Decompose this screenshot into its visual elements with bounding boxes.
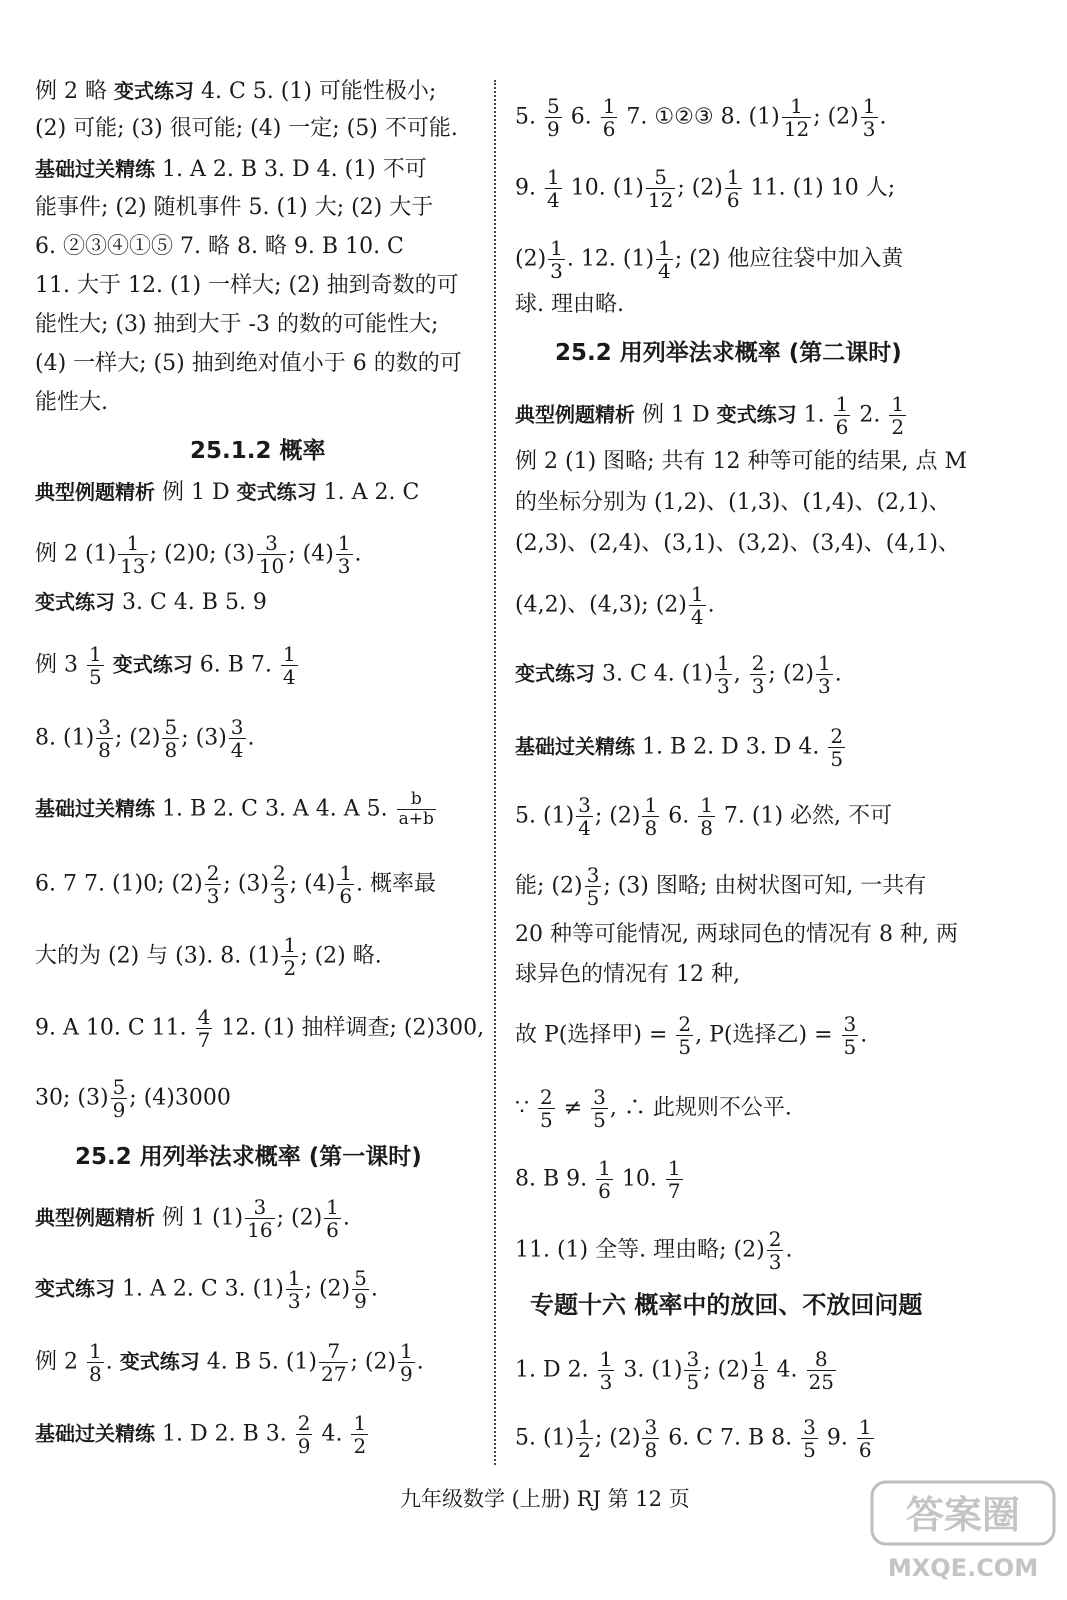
fraction: $\frac{1}{12}$ [783, 94, 810, 141]
fraction: $\frac{1}{3}$ [550, 236, 563, 283]
svg-text:答案圈: 答案圈 [905, 1493, 1021, 1537]
fraction: $\frac{3}{5}$ [586, 863, 600, 910]
fraction: $\frac{1}{3}$ [818, 651, 831, 698]
text-line: (2) 可能; (3) 很可能; (4) 一定; (5) 不可能. [35, 116, 458, 141]
text-line: 5. (1) $\frac{3}{4}$ ; (2) $\frac{1}{8}$ 6. $\frac{1}{8}$ 7. (1) 必然, 不可 [515, 793, 893, 840]
text-line: 11. (1) 全等. 理由略; (2) $\frac{2}{3}$ . [515, 1227, 793, 1274]
text-line: 9. $\frac{1}{4}$ 10. (1) $\frac{5}{12}$ ; (2) $\frac{1}{6}$ 11. (1) 10 人; [515, 165, 896, 212]
fraction: $\frac{1}{6}$ [835, 392, 849, 439]
section-heading: 专题十六 概率中的放回、不放回问题 [530, 1291, 923, 1319]
text-line: 基础过关精练 1. B 2. C 3. A 4. A 5. $\frac{b}{a+b}$ [35, 789, 434, 829]
fraction: $\frac{3}{5}$ [593, 1085, 606, 1132]
fraction: $\frac{1}{3}$ [287, 1266, 301, 1313]
text-line: 8. (1) $\frac{3}{8}$ ; (2) $\frac{5}{8}$ ; (3) $\frac{3}{4}$ . [35, 715, 255, 762]
text-line: 能性大. [35, 390, 108, 415]
fraction: $\frac{8}{25}$ [808, 1347, 834, 1394]
text-line: 8. B 9. $\frac{1}{6}$ 10. $\frac{1}{7}$ [515, 1156, 681, 1203]
fraction: $\frac{1}{4}$ [282, 642, 296, 689]
fraction: $\frac{2}{5}$ [830, 724, 844, 771]
text-line: 基础过关精练 1. D 2. B 3. $\frac{2}{9}$ 4. $\frac{1}{2}$ [35, 1411, 367, 1458]
fraction: $\frac{1}{4}$ [690, 582, 704, 629]
fraction: $\frac{3}{5}$ [843, 1012, 857, 1059]
text-line: (4,2)、(4,3); (2) $\frac{1}{4}$ . [515, 582, 715, 629]
fraction: $\frac{3}{4}$ [230, 715, 244, 762]
fraction: $\frac{2}{3}$ [768, 1227, 782, 1274]
fraction: $\frac{1}{8}$ [88, 1339, 102, 1386]
text-line: 典型例题精析 例 1 D 变式练习 1. $\frac{1}{6}$ 2. $\frac{1}{2}$ [515, 392, 905, 439]
text-line: 基础过关精练 1. A 2. B 3. D 4. (1) 不可 [35, 157, 427, 182]
section-heading: 25.2 用列举法求概率 (第一课时) [75, 1144, 422, 1170]
fraction: $\frac{5}{9}$ [354, 1266, 367, 1313]
fraction: $\frac{2}{3}$ [751, 651, 765, 698]
text-line: 变式练习 3. C 4. B 5. 9 [35, 590, 267, 615]
text-line: 典型例题精析 例 1 (1) $\frac{3}{16}$ ; (2) $\frac{1}{6}$ . [35, 1195, 350, 1242]
fraction: $\frac{1}{4}$ [658, 236, 671, 283]
text-line: 例 3 $\frac{1}{5}$ 变式练习 6. B 7. $\frac{1}{4}$ [35, 642, 296, 689]
text-line: 球. 理由略. [515, 292, 624, 317]
page-footer: 九年级数学 (上册) RJ 第 12 页 [400, 1487, 690, 1511]
text-line: 故 P(选择甲) = $\frac{2}{5}$ , P(选择乙) = $\frac{3}{5}$ . [515, 1012, 868, 1059]
fraction: $\frac{3}{4}$ [578, 793, 591, 840]
text-line: 例 2 $\frac{1}{8}$ . 变式练习 4. B 5. (1) $\frac{7}{27}$ ; (2) $\frac{1}{9}$ . [35, 1339, 424, 1386]
text-line: 例 2 (1) $\frac{1}{13}$ ; (2)0; (3) $\frac{3}{10}$ ; (4) $\frac{1}{3}$ . [35, 531, 362, 578]
fraction: $\frac{1}{8}$ [700, 793, 713, 840]
fraction: $\frac{3}{10}$ [258, 531, 285, 578]
fraction: $\frac{1}{13}$ [120, 531, 146, 578]
text-line: 能; (2) $\frac{3}{5}$ ; (3) 图略; 由树状图可知, 一共有 [515, 863, 927, 910]
text-line: 6. 7 7. (1)0; (2) $\frac{2}{3}$ ; (3) $\frac{2}{3}$ ; (4) $\frac{1}{6}$ . 概率最 [35, 861, 437, 908]
text-line: 5. $\frac{5}{9}$ 6. $\frac{1}{6}$ 7. ①②③ 8. (1) $\frac{1}{12}$ ; (2) $\frac{1}{3}$ . [515, 94, 887, 141]
text-line: 的坐标分别为 (1,2)、(1,3)、(1,4)、(2,1)、 [515, 490, 951, 515]
svg-text:MXQE.COM: MXQE.COM [887, 1554, 1039, 1582]
text-line: 典型例题精析 例 1 D 变式练习 1. A 2. C [35, 480, 420, 505]
fraction: $\frac{1}{7}$ [667, 1156, 681, 1203]
fraction: $\frac{1}{2}$ [353, 1411, 367, 1458]
fraction: $\frac{1}{3}$ [599, 1347, 613, 1394]
fraction: $\frac{1}{6}$ [339, 861, 353, 908]
text-line: 6. ②③④①⑤ 7. 略 8. 略 9. B 10. C [35, 234, 404, 259]
watermark-logo [868, 1476, 1058, 1588]
text-line: 能事件; (2) 随机事件 5. (1) 大; (2) 大于 [35, 195, 434, 220]
text-line: (2) $\frac{1}{3}$ . 12. (1) $\frac{1}{4}$ ; (2) 他应往袋中加入黄 [515, 236, 904, 283]
text-line: (4) 一样大; (5) 抽到绝对值小于 6 的数的可 [35, 351, 462, 376]
fraction: $\frac{5}{8}$ [164, 715, 178, 762]
fraction: $\frac{3}{16}$ [247, 1195, 273, 1242]
section-heading: 25.1.2 概率 [190, 438, 326, 464]
fraction: $\frac{1}{4}$ [546, 165, 560, 212]
fraction: $\frac{3}{5}$ [803, 1415, 816, 1462]
text-line: 大的为 (2) 与 (3). 8. (1) $\frac{1}{2}$ ; (2) 略. [35, 933, 382, 980]
section-heading: 25.2 用列举法求概率 (第二课时) [555, 340, 902, 366]
text-line: 变式练习 1. A 2. C 3. (1) $\frac{1}{3}$ ; (2) $\frac{5}{9}$ . [35, 1266, 378, 1313]
column-divider [494, 80, 496, 1465]
fraction: $\frac{5}{9}$ [112, 1075, 126, 1122]
fraction: $\frac{5}{12}$ [647, 165, 674, 212]
fraction: $\frac{1}{6}$ [726, 165, 740, 212]
fraction: $\frac{1}{2}$ [578, 1415, 591, 1462]
fraction: $\frac{5}{9}$ [546, 94, 560, 141]
fraction: $\frac{2}{9}$ [297, 1411, 311, 1458]
text-line: 例 2 (1) 图略; 共有 12 种等可能的结果, 点 M [515, 449, 968, 474]
fraction: $\frac{2}{3}$ [273, 861, 286, 908]
fraction: $\frac{4}{7}$ [197, 1005, 211, 1052]
text-line: 例 2 略 变式练习 4. C 5. (1) 可能性极小; [35, 79, 437, 104]
text-line: 11. 大于 12. (1) 一样大; (2) 抽到奇数的可 [35, 273, 459, 298]
fraction: $\frac{2}{5}$ [678, 1012, 692, 1059]
fraction: $\frac{7}{27}$ [321, 1339, 347, 1386]
text-line: 能性大; (3) 抽到大于 -3 的数的可能性大; [35, 312, 439, 337]
fraction: $\frac{1}{9}$ [400, 1339, 413, 1386]
fraction: $\frac{1}{6}$ [602, 94, 616, 141]
fraction: $\frac{1}{8}$ [752, 1347, 766, 1394]
fraction: $\frac{1}{8}$ [644, 793, 658, 840]
fraction: $\frac{1}{6}$ [598, 1156, 611, 1203]
fraction: $\frac{1}{5}$ [88, 642, 102, 689]
fraction: $\frac{1}{3}$ [862, 94, 876, 141]
fraction: $\frac{1}{6}$ [326, 1195, 339, 1242]
text-line: 5. (1) $\frac{1}{2}$ ; (2) $\frac{3}{8}$ 6. C 7. B 8. $\frac{3}{5}$ 9. $\frac{1}{6}$ [515, 1415, 872, 1462]
fraction: $\frac{2}{3}$ [206, 861, 220, 908]
fraction: $\frac{1}{2}$ [283, 933, 297, 980]
text-line: 20 种等可能情况, 两球同色的情况有 8 种, 两 [515, 922, 958, 947]
fraction: $\frac{1}{3}$ [716, 651, 730, 698]
fraction: $\frac{b}{a+b}$ [398, 789, 434, 829]
text-line: ∵ $\frac{2}{5}$ ≠ $\frac{3}{5}$ , ∴ 此规则不公平. [515, 1085, 792, 1132]
text-line: 球异色的情况有 12 种, [515, 962, 740, 987]
fraction: $\frac{3}{5}$ [686, 1347, 700, 1394]
fraction: $\frac{3}{8}$ [98, 715, 111, 762]
fraction: $\frac{1}{3}$ [337, 531, 351, 578]
fraction: $\frac{1}{6}$ [858, 1415, 872, 1462]
text-line: 30; (3) $\frac{5}{9}$ ; (4)3000 [35, 1075, 231, 1122]
fraction: $\frac{2}{5}$ [540, 1085, 553, 1132]
text-line: 基础过关精练 1. B 2. D 3. D 4. $\frac{2}{5}$ [515, 724, 844, 771]
fraction: $\frac{1}{2}$ [891, 392, 905, 439]
text-line: 变式练习 3. C 4. (1) $\frac{1}{3}$ , $\frac{2}{3}$ ; (2) $\frac{1}{3}$ . [515, 651, 842, 698]
text-line: 1. D 2. $\frac{1}{3}$ 3. (1) $\frac{3}{5}$ ; (2) $\frac{1}{8}$ 4. $\frac{8}{25}$ [515, 1347, 834, 1394]
text-line: (2,3)、(2,4)、(3,1)、(3,2)、(3,4)、(4,1)、 [515, 531, 960, 556]
text-line: 9. A 10. C 11. $\frac{4}{7}$ 12. (1) 抽样调查; (2)300, [35, 1005, 485, 1052]
fraction: $\frac{3}{8}$ [644, 1415, 658, 1462]
